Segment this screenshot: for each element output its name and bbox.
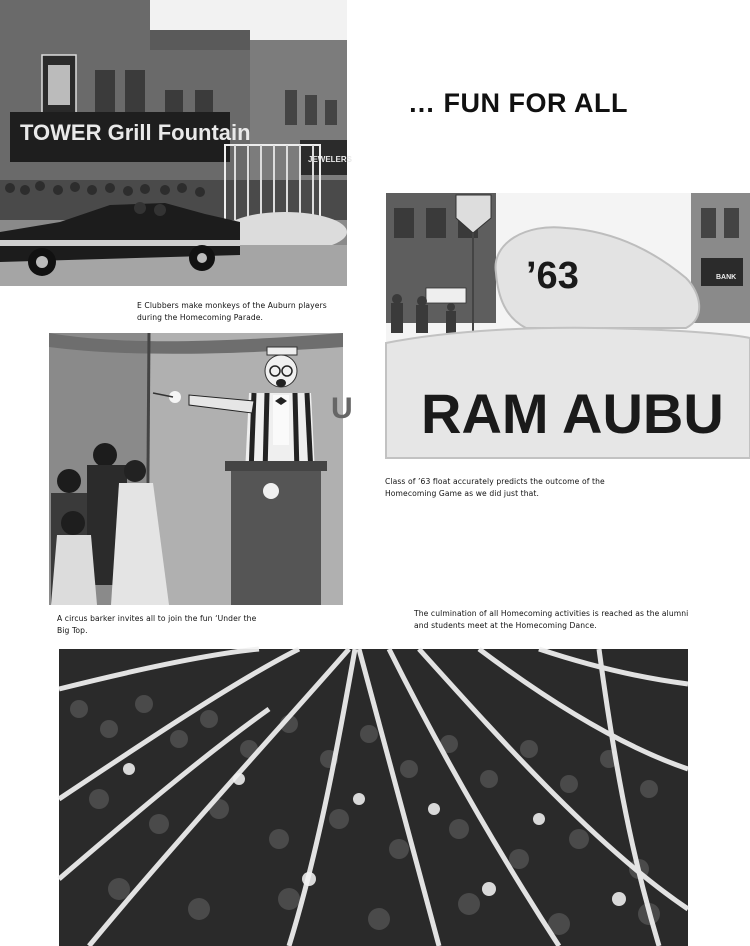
float-year: ’63 [526, 255, 579, 297]
barker-photo [49, 333, 353, 605]
bank-sign: BANK [716, 274, 737, 281]
dance-photo [59, 649, 688, 946]
parade-caption: E Clubbers make monkeys of the Auburn players during the Homecoming Parade. [137, 301, 327, 322]
parade-photo [0, 0, 353, 286]
page-headline: … FUN FOR ALL [408, 88, 628, 118]
barker-caption: A circus barker invites all to join the fun ‘Under the Big Top. [57, 614, 257, 635]
float-text: RAM AUBU [421, 382, 724, 445]
float-caption: Class of ’63 float accurately predicts the outcome of the Homecoming Game as we did just that. [385, 477, 605, 498]
float-photo [386, 193, 750, 458]
jewelers-sign: JEWELERS [308, 155, 353, 164]
tower-sign: TOWER Grill Fountain [20, 120, 251, 145]
svg-text:U: U [331, 392, 353, 425]
dance-caption: The culmination of all Homecoming activities is reached as the alumni and students meet at the Homecoming Dance. [414, 609, 689, 630]
